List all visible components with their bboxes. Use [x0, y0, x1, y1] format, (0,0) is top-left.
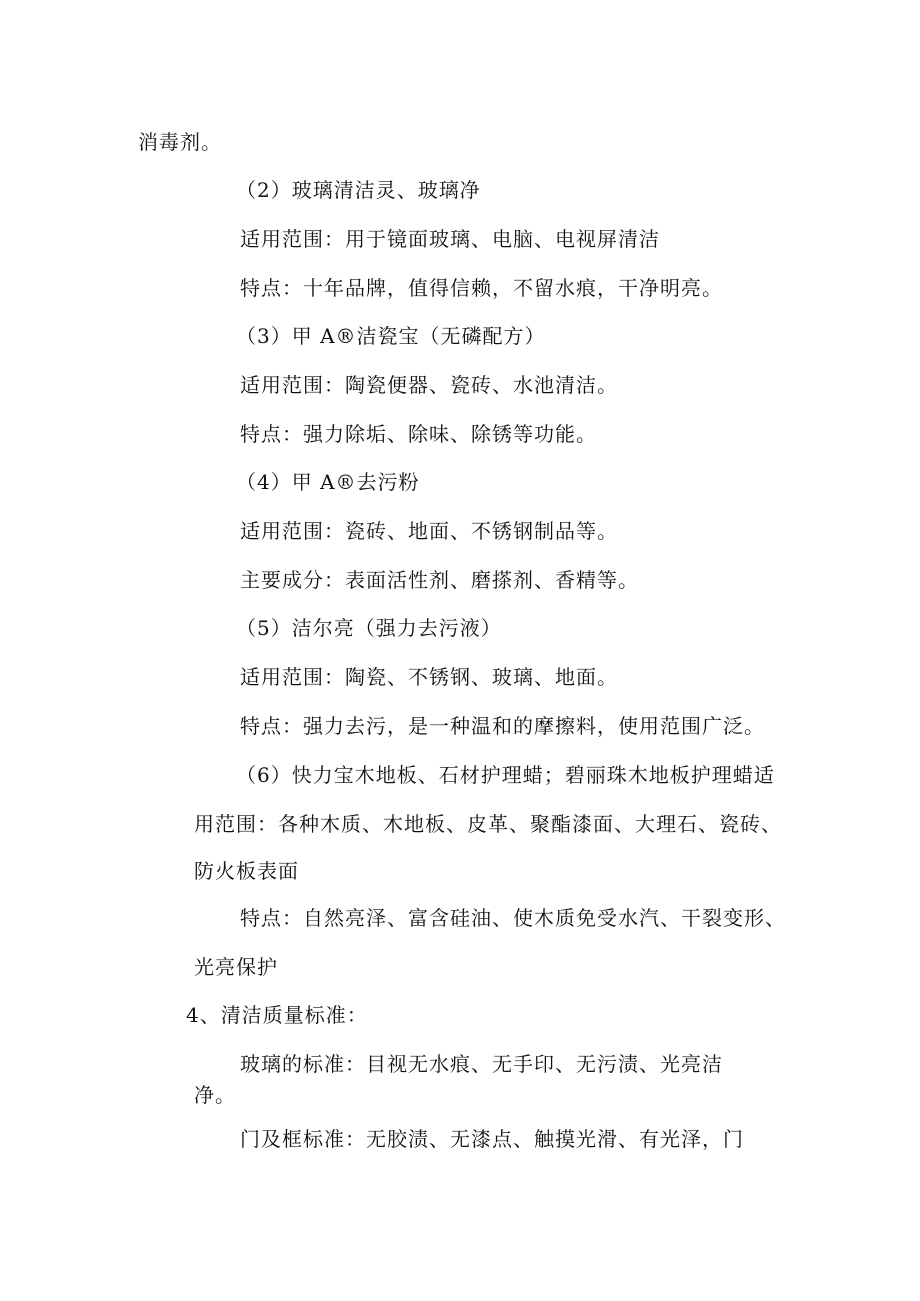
text-line: 主要成分：表面活性剂、磨搽剂、香精等。	[240, 568, 639, 592]
text-line: 适用范围：用于镜面玻璃、电脑、电视屏清洁	[240, 227, 660, 251]
section-heading: 4、清洁质量标准：	[186, 1003, 368, 1027]
text-line: 适用范围：陶瓷便器、瓷砖、水池清洁。	[240, 373, 618, 397]
text-line: 门及框标准：无胶渍、无漆点、触摸光滑、有光泽，门	[240, 1127, 744, 1151]
text-line: 用范围：各种木质、木地板、皮革、聚酯漆面、大理石、瓷砖、	[194, 812, 782, 836]
text-line: 适用范围：瓷砖、地面、不锈钢制品等。	[240, 519, 618, 543]
text-line: 光亮保护	[194, 955, 278, 979]
text-line: 特点：强力除垢、除味、除锈等功能。	[240, 422, 597, 446]
text-line: 净。	[194, 1083, 236, 1107]
text-line: 特点：十年品牌，值得信赖，不留水痕，干净明亮。	[240, 276, 723, 300]
list-item-heading: （4）甲 A®去污粉	[236, 470, 420, 494]
text-line: 玻璃的标准：目视无水痕、无手印、无污渍、光亮洁	[240, 1052, 723, 1076]
text-line: 适用范围：陶瓷、不锈钢、玻璃、地面。	[240, 665, 618, 689]
list-item-heading: （5）洁尔亮（强力去污液）	[236, 616, 502, 640]
list-item-heading: （2）玻璃清洁灵、玻璃净	[236, 178, 481, 202]
text-line: 特点：自然亮泽、富含硅油、使木质免受水汽、干裂变形、	[240, 906, 786, 930]
list-item-heading: （3）甲 A®洁瓷宝（无磷配方）	[236, 324, 546, 348]
text-line: 防火板表面	[194, 859, 299, 883]
text-line: 消毒剂。	[138, 130, 222, 154]
text-line: 特点：强力去污，是一种温和的摩擦料，使用范围广泛。	[240, 714, 765, 738]
list-item-heading: （6）快力宝木地板、石材护理蜡；碧丽珠木地板护理蜡适	[236, 763, 775, 787]
